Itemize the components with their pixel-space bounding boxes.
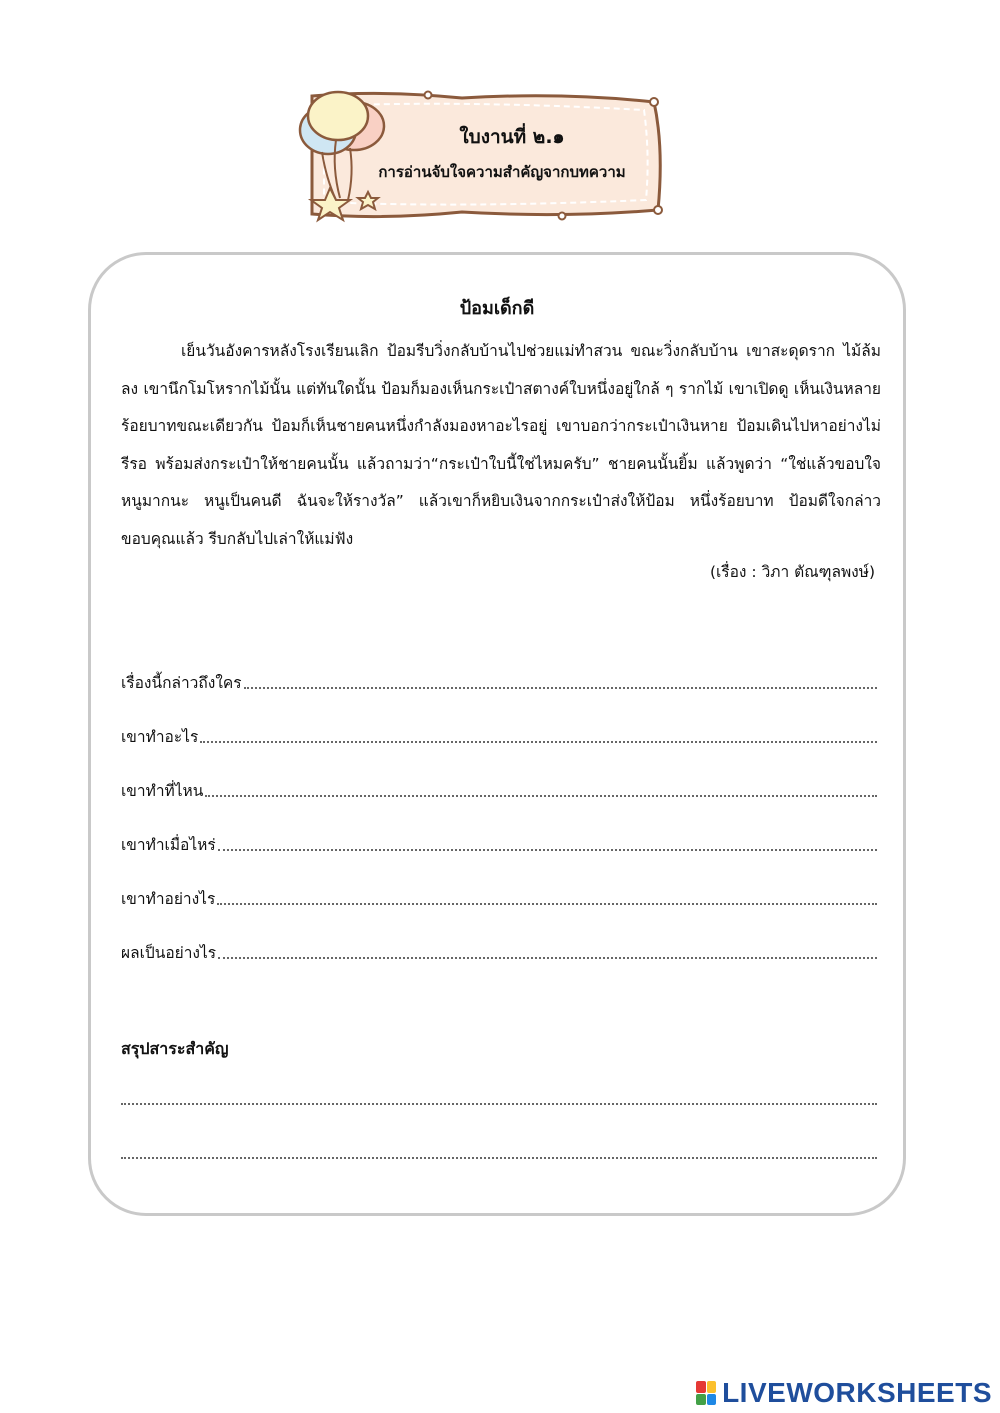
question-when <box>121 827 877 857</box>
question-result <box>121 935 877 965</box>
question-what <box>121 719 877 749</box>
summary-title: สรุปสาระสำคัญ <box>121 1039 229 1058</box>
answer-line[interactable] <box>205 795 877 797</box>
liveworksheets-logo-text: LIVEWORKSHEETS <box>722 1377 992 1408</box>
question-where <box>121 773 877 803</box>
story-paragraph: เย็นวันอังคารหลังโรงเรียนเลิก ป้อมรีบวิ่งกลับบ้านไปช่วยแม่ทำสวน ขณะวิ่งกลับบ้าน เขาสะดุดราก ไม้ล้มลง เขานึกโมโหรากไม้นั้น แต่ทันใดนั้น ป้อมก็มองเห็นกระเป๋าสตางค์ใบหนึ่งอยู่ใกล้ ๆ รากไม้ เขาเปิดดู เห็นเงินหลายร้อยบาทขณะเดียวกัน ป้อมก็เห็นชายคนหนึ่งกำลังมองหาอะไรอยู่ เขาบอกว่ากระเป๋าเงินหาย ป้อมเดินไปหาอย่างไม่รีรอ พร้อมส่งกระเป๋าให้ชายคนนั้น แล้วถามว่า“กระเป๋าใบนี้ใช่ไหมครับ” ชายคนนั้นยิ้ม แล้วพูดว่า “ใช่แล้วขอบใจหนูมากนะ หนูเป็นคนดี ฉันจะให้รางวัล” แล้วเขาก็หยิบเงินจากกระเป๋าส่งให้ป้อม หนึ่งร้อยบาท ป้อมดีใจกล่าวขอบคุณแล้ว รีบกลับไปเล่าให้แม่ฟัง <box>121 342 881 548</box>
summary-answer-line-1[interactable] <box>121 1103 877 1105</box>
worksheet-subtitle: การอ่านจับใจความสำคัญจากบทความ <box>378 163 626 181</box>
worksheet-header-badge <box>262 88 672 223</box>
question-label: เขาทำอะไร <box>121 728 199 746</box>
question-label: เขาทำอย่างไร <box>121 890 216 908</box>
worksheet-title: ใบงานที่ ๒.๑ <box>459 126 565 148</box>
liveworksheets-logo[interactable] <box>696 1378 992 1408</box>
question-label: เรื่องนี้กล่าวถึงใคร <box>121 674 242 692</box>
question-how <box>121 881 877 911</box>
summary-answer-line-2[interactable] <box>121 1157 877 1159</box>
story-credit: (เรื่อง : วิภา ตัณฑุลพงษ์) <box>709 563 875 581</box>
liveworksheets-icon <box>696 1381 716 1405</box>
balloons-icon <box>292 88 432 223</box>
story-title: ป้อมเด็กดี <box>459 298 535 319</box>
question-label: ผลเป็นอย่างไร <box>121 944 217 962</box>
question-label: เขาทำที่ไหน <box>121 782 204 800</box>
answer-line[interactable] <box>218 849 877 851</box>
answer-line[interactable] <box>218 957 877 959</box>
worksheet-card <box>88 252 906 1216</box>
question-who <box>121 665 877 695</box>
answer-line[interactable] <box>217 903 877 905</box>
answer-line[interactable] <box>244 687 877 689</box>
question-label: เขาทำเมื่อไหร่ <box>121 836 216 854</box>
answer-line[interactable] <box>200 741 877 743</box>
